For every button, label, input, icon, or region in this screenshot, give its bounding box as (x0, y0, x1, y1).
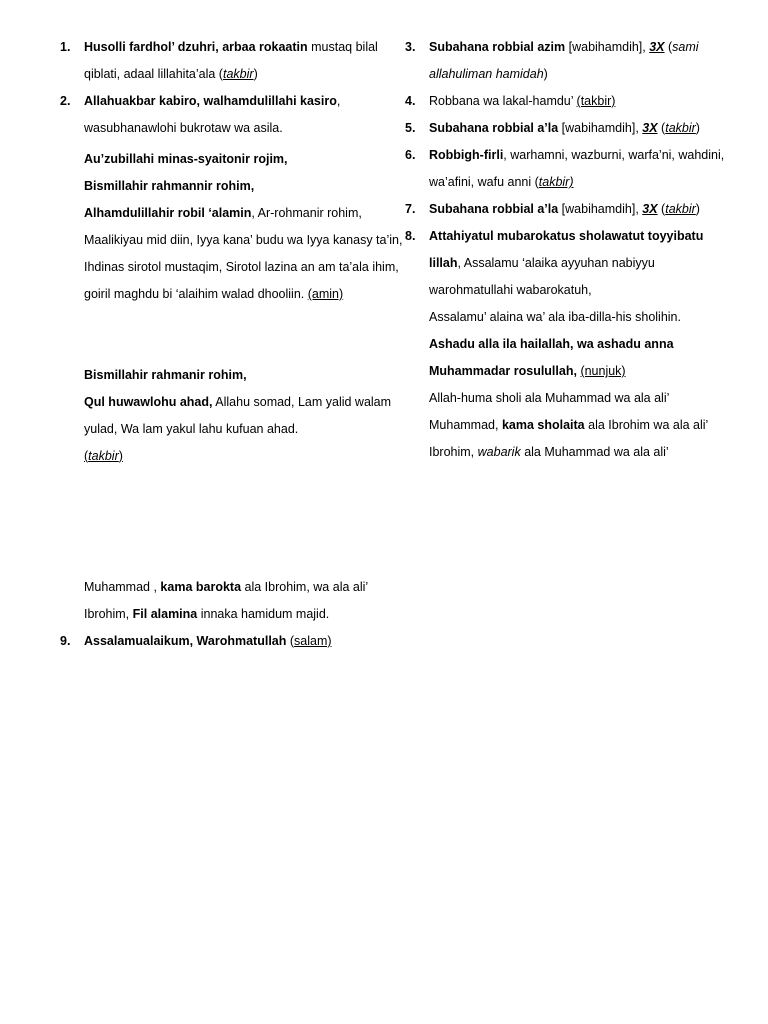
action-label: takbir) (538, 175, 574, 189)
step-number: 1. (60, 40, 71, 54)
step-3 (405, 34, 735, 88)
step-text: Subahana robbial a’la [wabihamdih], 3X (takbir) (429, 202, 700, 216)
action-label: takbir (88, 449, 119, 463)
step-text: Subahana robbial azim [wabihamdih], 3X (sami allahuliman hamidah) (429, 40, 699, 81)
step-text: Allahuakbar kabiro, walhamdulillahi kasiro, wasubhanawlohi bukrotaw wa asila. (84, 94, 341, 135)
step-text (429, 223, 735, 466)
action-label: (amin) (307, 287, 344, 301)
repeat-count: 3X (642, 121, 658, 135)
action-label: (nunjuk) (580, 364, 626, 378)
fatihah-line-2: Bismillahir rahmannir rohim, (84, 179, 255, 193)
repeat-count: 3X (642, 202, 658, 216)
ikhlas-section (60, 362, 414, 470)
action-label: sami allahuliman hamidah (429, 40, 699, 81)
step-number: 8. (405, 229, 416, 243)
step-text: Assalamualaikum, Warohmatullah (salam) (84, 634, 332, 648)
action-label: takbir (222, 67, 254, 81)
tahiyat-line-3: Ashadu alla ila hailallah, wa ashadu anna Muhammadar rosulullah, (nunjuk) (429, 337, 674, 378)
step-number: 2. (60, 94, 71, 108)
step-number: 3. (405, 40, 416, 54)
fatihah-line-3: Alhamdulillahir robil ‘alamin, Ar-rohmanir rohim, Maalikiyau mid diin, Iyya kana’ budu wa Iyya kanasy ta’in, Ihdinas sirotol mustaqim, Sirotol lazina an am ta’ala ihim, goiril maghdu bi ‘alaihim walad dhooliin. (amin) (84, 206, 403, 301)
step-number: 6. (405, 148, 416, 162)
step-4 (405, 88, 735, 115)
step-2 (60, 88, 390, 142)
tahiyat-line-4: Allah-huma sholi ala Muhammad wa ala ali’ Muhammad, kama sholaita ala Ibrohim wa ala ali’ Ibrohim, wabarik ala Muhammad wa ala ali’ (429, 391, 708, 459)
step-9 (60, 628, 390, 655)
step-text: Husolli fardhol’ dzuhri, arbaa rokaatin mustaq bilal qiblati, adaal lillahita’ala (takbir) (84, 40, 378, 81)
action-label: takbir (665, 202, 696, 216)
step-8-continued: Muhammad , kama barokta ala Ibrohim, wa ala ali’ Ibrohim, Fil alamina innaka hamidum majid. (84, 580, 368, 621)
fatihah-section (60, 146, 414, 308)
step-text: Subahana robbial a’la [wabihamdih], 3X (takbir) (429, 121, 700, 135)
step-text: Robbana wa lakal-hamdu’ (takbir) (429, 94, 616, 108)
ikhlas-line-1: Bismillahir rahmanir rohim, (84, 368, 247, 382)
step-number: 5. (405, 121, 416, 135)
step-number: 7. (405, 202, 416, 216)
step-number: 9. (60, 634, 71, 648)
action-label: takbir (665, 121, 696, 135)
step-7 (405, 196, 735, 223)
ikhlas-line-2: Qul huwawlohu ahad, Allahu somad, Lam yalid walam yulad, Wa lam yakul lahu kufuan ahad. (takbir) (84, 395, 392, 463)
step-number: 4. (405, 94, 416, 108)
action-label: (takbir) (576, 94, 616, 108)
fatihah-line-1: Au’zubillahi minas-syaitonir rojim, (84, 152, 288, 166)
tahiyat-line-2: Assalamu’ alaina wa’ ala iba-dilla-his sholihin. (429, 310, 681, 324)
step-8 (405, 223, 735, 466)
step-text: Robbigh-firli, warhamni, wazburni, warfa’ni, wahdini, wa’afini, wafu anni (takbir) (429, 148, 725, 189)
repeat-count: 3X (649, 40, 665, 54)
tahiyat-line-1: Attahiyatul mubarokatus sholawatut toyyibatu lillah, Assalamu ‘alaika ayyuhan nabiyyu warohmatullahi wabarokatuh, (429, 229, 704, 297)
step-1 (60, 34, 390, 88)
step-5 (405, 115, 735, 142)
action-label: salam) (294, 634, 332, 648)
step-6 (405, 142, 735, 196)
